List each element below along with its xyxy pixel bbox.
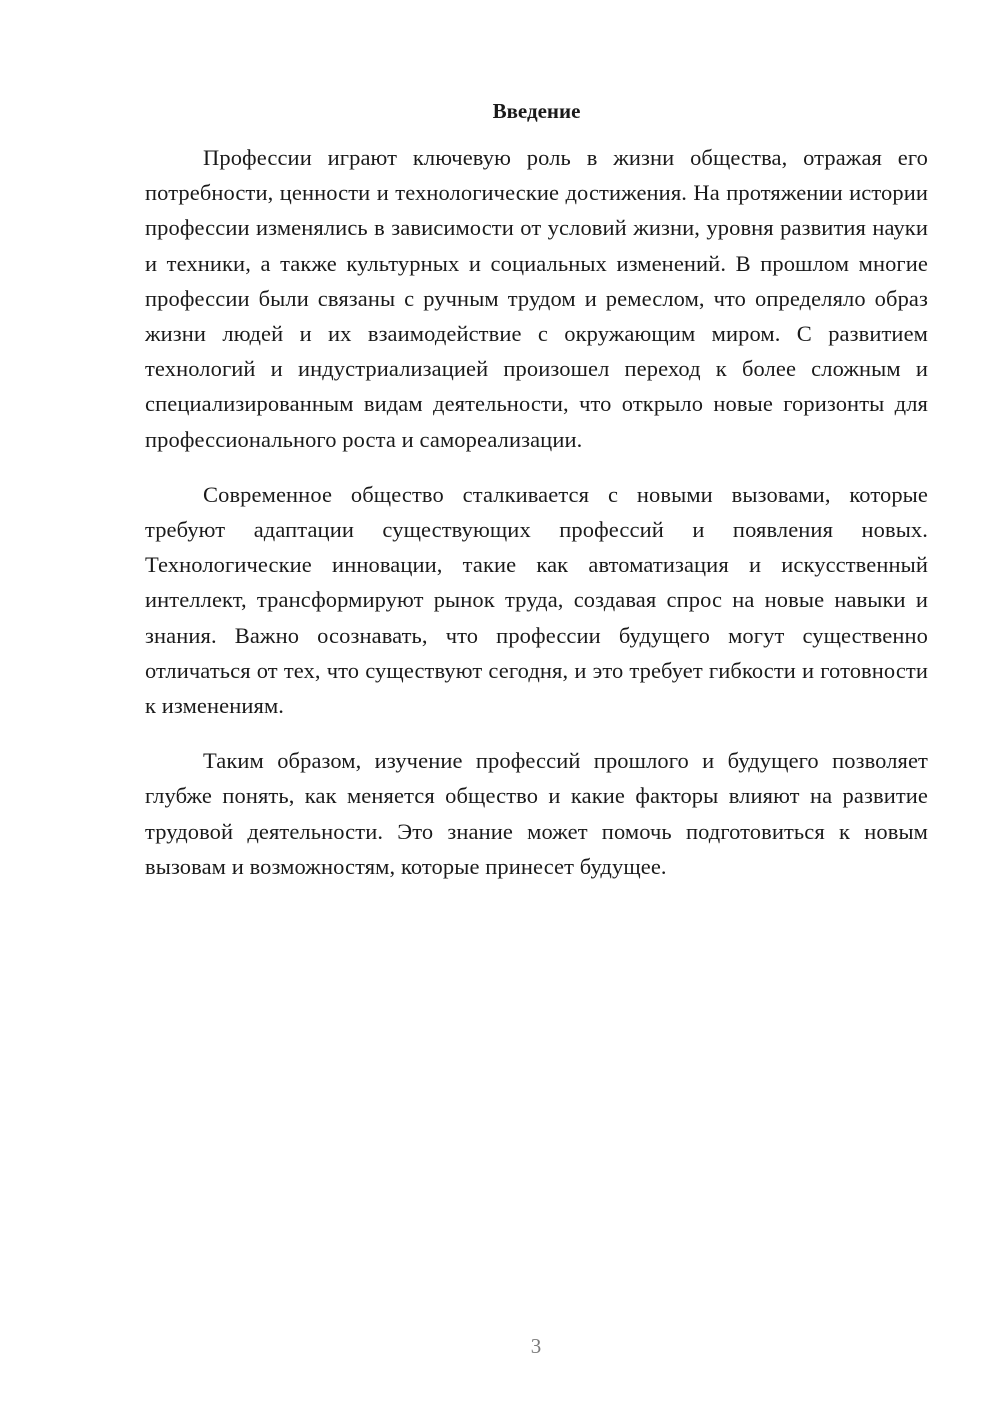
section-title: Введение [492, 99, 581, 123]
paragraph-2: Современное общество сталкивается с новыми вызовами, которые требуют адаптации существующих профессий и появления новых. Технологические инновации, такие как автоматизация и искусственный интеллект, трансформируют рынок труда, создавая спрос на новые навыки и знания. Важно осознавать, что профессии будущего могут существенно отличаться от тех, что существуют сегодня, и это требует гибкости и готовности к изменениям. [145, 481, 928, 719]
paragraph-3: Таким образом, изучение профессий прошлого и будущего позволяет глубже понять, как меняется общество и какие факторы влияют на развитие трудовой деятельности. Это знание может помочь подготовиться к новым вызовам и возможностям, которые принесет будущее. [145, 748, 928, 879]
paragraph-1: Профессии играют ключевую роль в жизни общества, отражая его потребности, ценности и технологические достижения. На протяжении истории профессии изменялись в зависимости от условий жизни, уровня развития науки и техники, а также культурных и социальных изменений. В прошлом многие профессии были связаны с ручным трудом и ремеслом, что определяло образ жизни людей и их взаимодействие с окружающим миром. С развитием технологий и индустриализацией произошел переход к более сложным и специализированным видам деятельности, что открыло новые горизонты для профессионального роста и самореализации. [145, 145, 928, 452]
page-content [145, 96, 928, 904]
page-number: 3 [530, 1334, 542, 1358]
